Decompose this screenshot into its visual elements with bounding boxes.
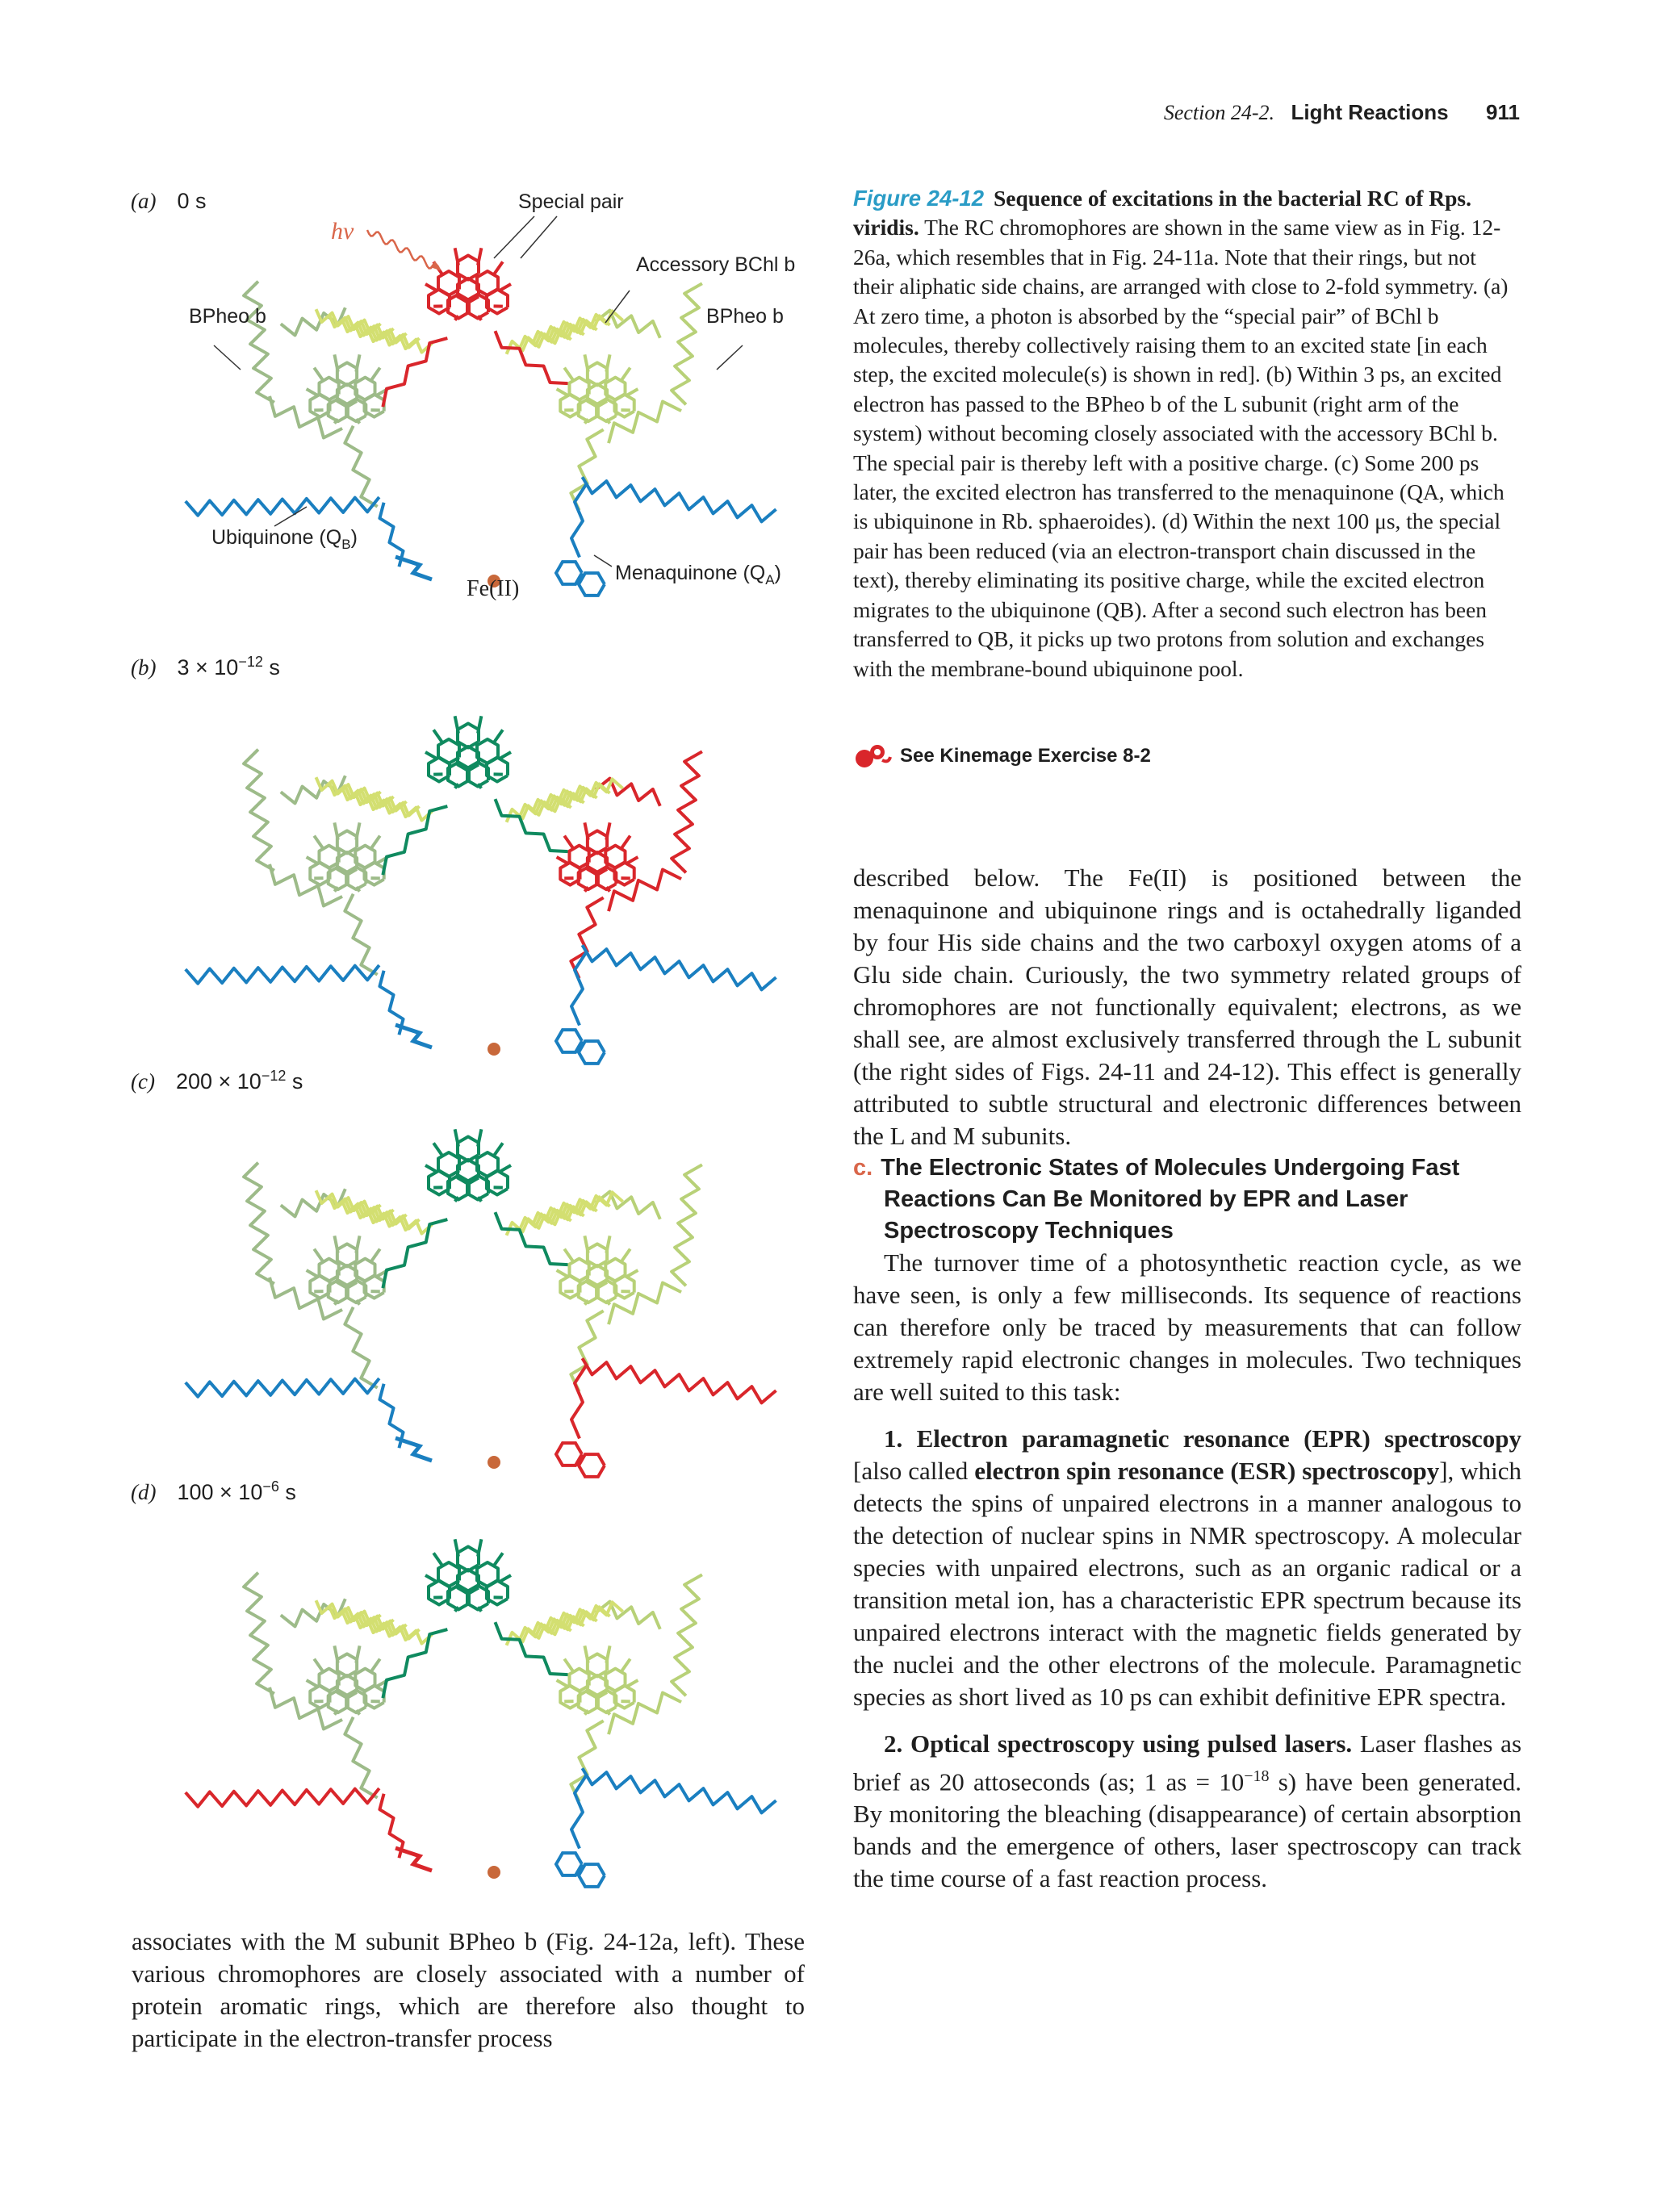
bpheo-left-rings [307,1236,388,1304]
menaquinone-label: Menaquinone $(Q_A)$ [615,562,781,587]
bond-chain [383,1629,447,1698]
left-paragraph: associates with the M subunit BPheo b (Fig. 24-12a, left). These various chromophores are closely associated with a number of protein aromatic rings, which are therefore also thought to participate in the electron-transfer process [132,1927,805,2052]
bond-chain [186,1788,379,1807]
photon-label: hν [331,218,354,245]
kinemage-text: See Kinemage Exercise 8-2 [900,745,1151,767]
bond-chain [609,870,681,912]
ubiquinone-qb [186,1378,432,1461]
figure-number: Figure 24-12 [853,186,985,211]
bpheo-left [244,1163,387,1388]
bond-chain [383,338,447,407]
special-pair [425,716,511,788]
special-pair [425,248,511,320]
bpheo-left-label: BPheo b [189,305,266,328]
panel-d-diagram [186,1539,776,1887]
panel-b-diagram [186,716,776,1064]
bpheo-right-rings [557,822,638,891]
bpheo-right-rings [557,1645,638,1714]
body-paragraph-2: The turnover time of a photosynthetic reaction cycle, as we have seen, is only a few milliseconds. Its sequence of reactions can therefore only be traced by measurements that can follow extremely rapid electronic changes in molecules. Two techniques are well suited to this task: [853,1248,1521,1406]
figure-caption [853,184,1521,684]
accessory-bchl-left [316,309,433,352]
panel-c-label: (c) $200 \times 10^{-12}$ s [131,1068,303,1093]
bpheo-right [557,1165,702,1391]
bond-chain [609,1283,681,1325]
ubiquinone-label: Ubiquinone $(Q_B)$ [211,526,358,552]
leader-line [594,555,612,567]
bpheo-right-label: BPheo b [706,305,784,328]
leader-line [214,345,241,370]
page-number: 911 [1486,100,1520,124]
accessory-bchl-left [316,1600,433,1643]
header-title: Light Reactions [1291,100,1449,124]
accessory-bchl-right [507,1602,623,1645]
panel-d-label: (d) $100 \times 10^{-6}$ s [131,1478,296,1504]
iron-atom [488,1456,500,1469]
caption-body: The RC chromophores are shown in the same view as in Fig. 12-26a, which resembles that in Fig. 24-11a. Note that their rings, but not their aliphatic side chains, are arranged with close to 2-fold symmetry. (a) At zero time, a photon is absorbed by the “special pair” of BChl b molecules, thereby collectively raising them to an excited state [in each step, the excited molecule(s) is shown in red]. (b) Within 3 ps, an excited electron has passed to the BPheo b of the L subunit (right arm of the system) without becoming closely associated with the accessory BChl b. The special pair is thereby left with a positive charge. (c) Some 200 ps later, the excited electron has transferred to the menaquinone (QA, which is ubiquinone in Rb. sphaeroides). (d) Within the next 100 μs, the special pair has been reduced (via an electron-transport chain discussed in the text), thereby eliminating its positive charge, while the excited electron migrates to the ubiquinone (QB). After a second such electron has been transferred to QB, it picks up two protons from solution and exchanges with the membrane-bound ubiquinone pool. [853,215,1509,681]
bpheo-left-rings [307,354,388,423]
caption-title: Sequence of excitations in the bacterial RC of Rps. viridis. [853,186,1471,240]
header-section: Section 24-2. [1163,101,1275,124]
bond-chain [186,497,379,516]
list-item-epr: 1. Electron paramagnetic resonance (EPR) spectroscopy [also called electron spin resonance (ESR) spectroscopy], which detects the spins of unpaired electrons in a manner analogous to the detection of nuclear spins in NMR spectroscopy. A molecular species with unpaired electrons, such as an organic radical or a transition metal ion, has a characteristic EPR spectrum because its unpaired electrons interact with the magnetic fields generated by the nuclei and the other electrons of the molecule. Paramagnetic species as short lived as 10 ps can exhibit definitive EPR spectra. [853,1424,1522,1711]
right-column-text [853,862,1521,1895]
bpheo-right [557,283,702,510]
bpheo-right [557,751,702,978]
special-pair-label: Special pair [518,190,624,213]
bond-chain [345,1307,377,1388]
bond-chain [672,1165,702,1286]
bond-chain [582,1358,776,1403]
accessory-bchl-right [507,311,623,353]
figure-24-12 [113,178,823,1896]
bond-chain [609,1693,681,1735]
bond-chain [582,1768,776,1813]
section-heading: c. The Electronic States of Molecules Undergoing Fast Reactions Can Be Monitored by EPR and Laser Spectroscopy Techniques [853,1155,1460,1244]
panel-c-diagram [186,1129,776,1477]
photon-wave [367,230,440,270]
ubiquinone-qb [186,1788,432,1871]
chromophore-drawings [113,178,823,1896]
bond-chain [244,1163,274,1284]
kinemage-icon [853,742,893,770]
menaquinone-qa [556,1768,776,1887]
bond-chain [672,283,702,404]
bpheo-right-rings [557,1236,638,1304]
iron-atom [488,1866,500,1879]
leader-line [494,216,534,258]
panel-b-label: (b) $3 \times 10^{-12}$ s [131,654,280,679]
running-header [1164,100,1520,125]
ubiquinone-qb [186,965,432,1047]
accessory-bchl-right [507,779,623,822]
leader-line [717,345,743,370]
bpheo-left-rings [307,1645,388,1714]
bond-chain [582,945,776,989]
bond-chain [582,477,776,521]
bpheo-left [244,750,387,975]
bond-chain [672,1574,702,1696]
bpheo-left-rings [307,822,388,891]
menaquinone-qa [556,1358,776,1477]
body-paragraph-1: described below. The Fe(II) is positioned between the menaquinone and ubiquinone rings and is octahedrally liganded by four His side chains and the two carboxyl oxygen atoms of a Glu side chain. Curiously, the two symmetry related groups of chromophores are not functionally equivalent; electrons, as we shall see, are almost exclusively transferred through the L subunit (the right sides of Figs. 24-11 and 24-12). This effect is generally attributed to subtle structural and electronic differences between the L and M subunits. [853,863,1521,1150]
accessory-bchl-label: Accessory BChl b [636,253,796,276]
bond-chain [244,282,274,403]
bond-chain [383,1219,447,1288]
bond-chain [345,426,377,507]
kinemage-link[interactable] [853,742,1151,770]
panel-a-label: (a) 0 s [131,189,207,213]
bond-chain [244,750,274,871]
list-item-laser: 2. Optical spectroscopy using pulsed lasers. Laser flashes as brief as 20 attoseconds (as; 1 as = $10^{-18}$ s) have been generated. By monitoring the bleaching (disappearance) of certain absorption bands and the emergence of others, laser spectroscopy can track the time course of a fast reaction process. [853,1729,1522,1893]
left-column-text [132,1926,805,2055]
bond-chain [345,894,377,975]
bond-chain [186,965,379,984]
accessory-bchl-left [316,1190,433,1233]
bond-chain [186,1378,379,1397]
bond-chain [345,1717,377,1798]
bpheo-right [557,1574,702,1801]
bond-chain [244,1573,274,1694]
bpheo-left [244,1573,387,1798]
iron-atom [488,1043,500,1056]
menaquinone-qa [556,945,776,1064]
accessory-bchl-right [507,1192,623,1235]
bond-chain [609,402,681,444]
iron-label: Fe(II) [467,576,520,601]
accessory-bchl-left [316,777,433,820]
special-pair [425,1539,511,1611]
leader-line [521,216,557,258]
bond-chain [672,751,702,872]
leader-line [605,291,630,323]
bpheo-right-rings [557,354,638,423]
bond-chain [383,806,447,875]
special-pair [425,1129,511,1201]
